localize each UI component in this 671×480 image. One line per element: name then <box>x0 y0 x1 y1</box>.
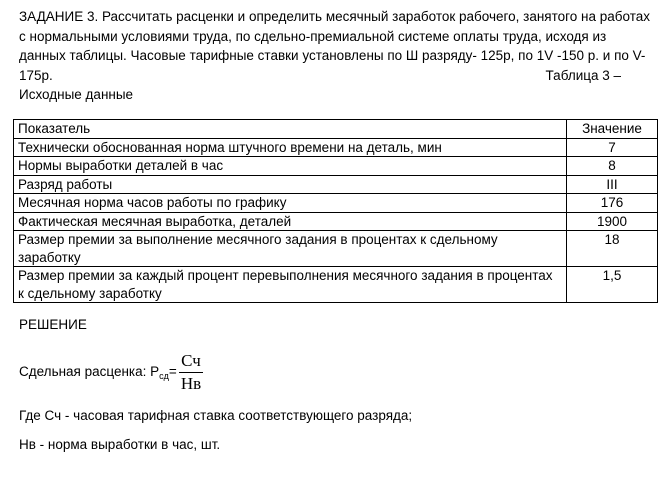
formula-equals: = <box>168 364 177 379</box>
definition-hourly-rate: Где Сч - часовая тарифная ставка соответствующего разряда; <box>19 408 413 423</box>
formula-numerator: Сч <box>181 351 201 370</box>
formula-label <box>19 364 177 381</box>
table-header-row <box>14 120 658 139</box>
piece-rate-formula <box>19 351 203 394</box>
table-row <box>14 231 658 267</box>
row-indicator: Разряд работы <box>14 175 567 194</box>
row-value: 8 <box>567 157 658 176</box>
task-statement <box>19 7 651 105</box>
table-caption: Таблица 3 – <box>545 67 621 83</box>
solution-title: РЕШЕНИЕ <box>19 317 87 332</box>
row-indicator: Месячная норма часов работы по графику <box>14 194 567 213</box>
row-indicator: Размер премии за выполнение месячного задания в процентах к сдельному заработку <box>14 231 567 267</box>
row-value: 1900 <box>567 212 658 231</box>
formula-denominator: Нв <box>180 374 202 393</box>
task-line-3: данных таблицы. Часовые тарифные ставки установлены по Ш разряду- 125р, по 1V -150 р. и по V- <box>19 48 646 63</box>
header-value: Значение <box>567 120 658 139</box>
task-line-4-start: 175р. <box>19 67 53 83</box>
row-value: 1,5 <box>567 267 658 303</box>
task-line-1: ЗАДАНИЕ 3. Рассчитать расценки и определить месячный заработок рабочего, занятого на работах <box>19 9 651 24</box>
table-row <box>14 194 658 213</box>
task-line-2: с нормальными условиями труда, по сдельно-премиальной системе оплаты труда, исходя из <box>19 28 607 44</box>
table-row <box>14 157 658 176</box>
row-indicator: Нормы выработки деталей в час <box>14 157 567 176</box>
row-indicator: Технически обоснованная норма штучного времени на деталь, мин <box>14 138 567 157</box>
formula-fraction <box>179 351 203 394</box>
source-data-table <box>13 119 658 303</box>
table-row <box>14 267 658 303</box>
row-value: 18 <box>567 231 658 267</box>
row-indicator: Фактическая месячная выработка, деталей <box>14 212 567 231</box>
table-caption-subtitle: Исходные данные <box>19 87 134 102</box>
row-indicator: Размер премии за каждый процент перевыполнения месячного задания в процентах к сдельному заработку <box>14 267 567 303</box>
row-value: 7 <box>567 138 658 157</box>
table-row <box>14 138 658 157</box>
table-row <box>14 212 658 231</box>
row-value: 176 <box>567 194 658 213</box>
row-value: III <box>567 175 658 194</box>
header-indicator: Показатель <box>14 120 567 139</box>
formula-subscript: сд <box>159 371 169 381</box>
task-line-4 <box>19 66 651 86</box>
formula-label-text: Сдельная расценка: Р <box>19 364 160 379</box>
definition-output-norm: Нв - норма выработки в час, шт. <box>19 437 221 452</box>
table-row <box>14 175 658 194</box>
